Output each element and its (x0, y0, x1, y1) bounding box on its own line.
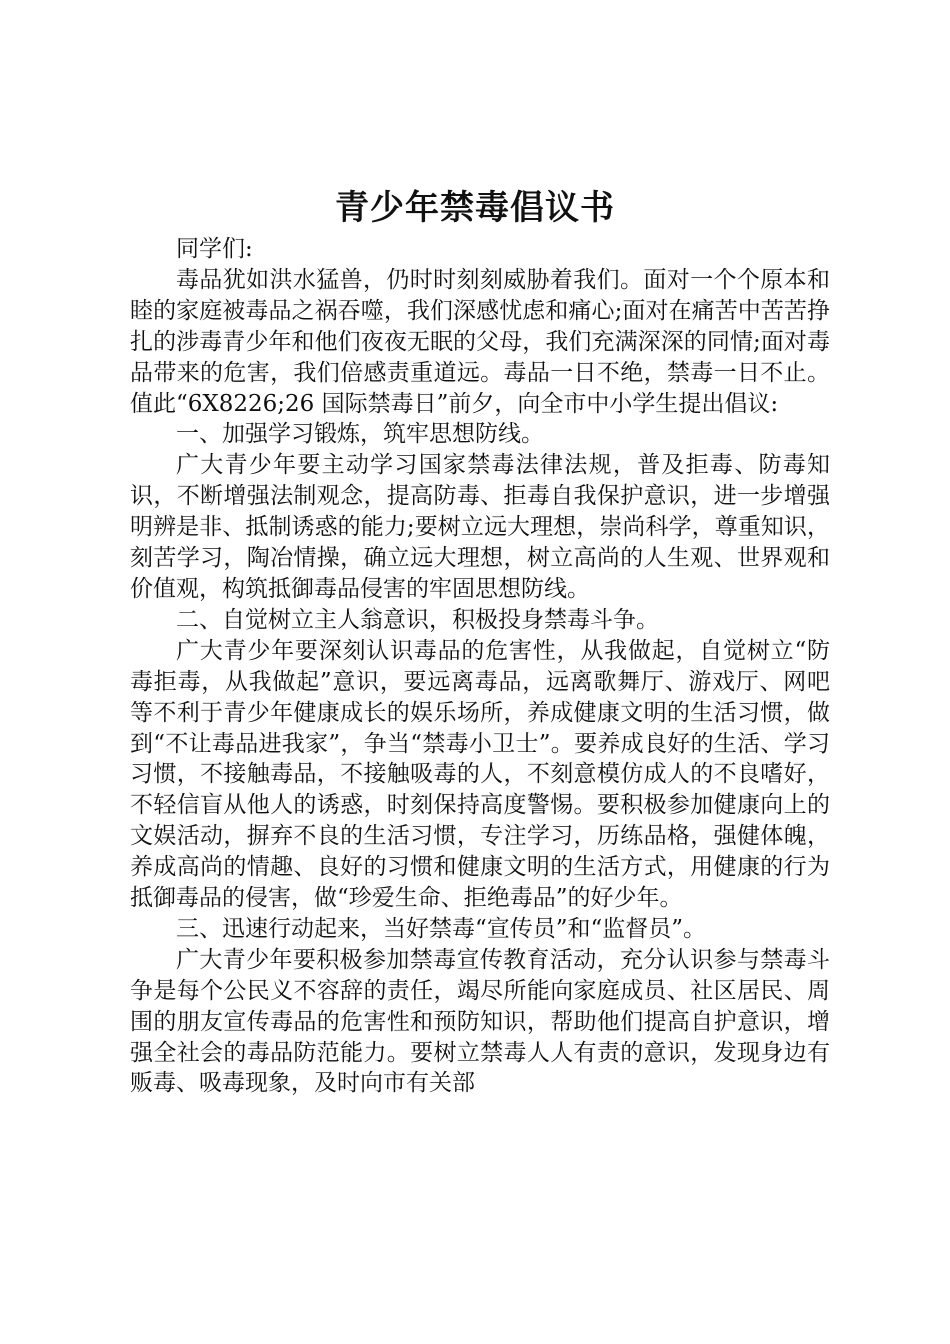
intro-paragraph: 毒品犹如洪水猛兽，仍时时刻刻威胁着我们。面对一个个原本和睦的家庭被毒品之祸吞噬，我们深感忧虑和痛心;面对在痛苦中苦苦挣扎的涉毒青少年和他们夜夜无眠的父母，我们充满深深的同情;面对毒品带来的危害，我们倍感责重道远。毒品一日不绝，禁毒一日不止。值此“6X8226;26 国际禁毒日”前夕，向全市中小学生提出倡议: (130, 266, 830, 417)
section-paragraph-3: 广大青少年要积极参加禁毒宣传教育活动，充分认识参与禁毒斗争是每个公民义不容辞的责任，竭尽所能向家庭成员、社区居民、周围的朋友宣传毒品的危害性和预防知识，帮助他们提高自护意识，增强全社会的毒品防范能力。要树立禁毒人人有责的意识，发现身边有贩毒、吸毒现象，及时向市有关部 (130, 946, 830, 1097)
document-title: 青少年禁毒倡议书 (335, 188, 615, 228)
section-heading-1: 一、加强学习锻炼，筑牢思想防线。 (176, 421, 544, 448)
salutation: 同学们: (176, 236, 253, 262)
section-heading-3: 三、迅速行动起来，当好禁毒“宣传员”和“监督员”。 (176, 915, 707, 942)
section-paragraph-2: 广大青少年要深刻认识毒品的危害性，从我做起，自觉树立“防毒拒毒，从我做起”意识，要远离毒品，远离歌舞厅、游戏厅、网吧等不利于青少年健康成长的娱乐场所，养成健康文明的生活习惯，做到“不让毒品进我家”，争当“禁毒小卫士”。要养成良好的生活、学习习惯，不接触毒品，不接触吸毒的人，不刻意模仿成人的不良嗜好，不轻信盲从他人的诱惑，时刻保持高度警惕。要积极参加健康向上的文娱活动，摒弃不良的生活习惯，专注学习，历练品格，强健体魄，养成高尚的情趣、良好的习惯和健康文明的生活方式，用健康的行为抵御毒品的侵害，做“珍爱生命、拒绝毒品”的好少年。 (130, 637, 830, 912)
section-paragraph-1: 广大青少年要主动学习国家禁毒法律法规，普及拒毒、防毒知识，不断增强法制观念，提高防毒、拒毒自我保护意识，进一步增强明辨是非、抵制诱惑的能力;要树立远大理想，崇尚科学，尊重知识，刻苦学习，陶冶情操，确立远大理想，树立高尚的人生观、世界观和价值观，构筑抵御毒品侵害的牢固思想防线。 (130, 452, 830, 602)
document-body (130, 234, 830, 1099)
section-heading-2: 二、自觉树立主人翁意识，积极投身禁毒斗争。 (176, 606, 659, 633)
